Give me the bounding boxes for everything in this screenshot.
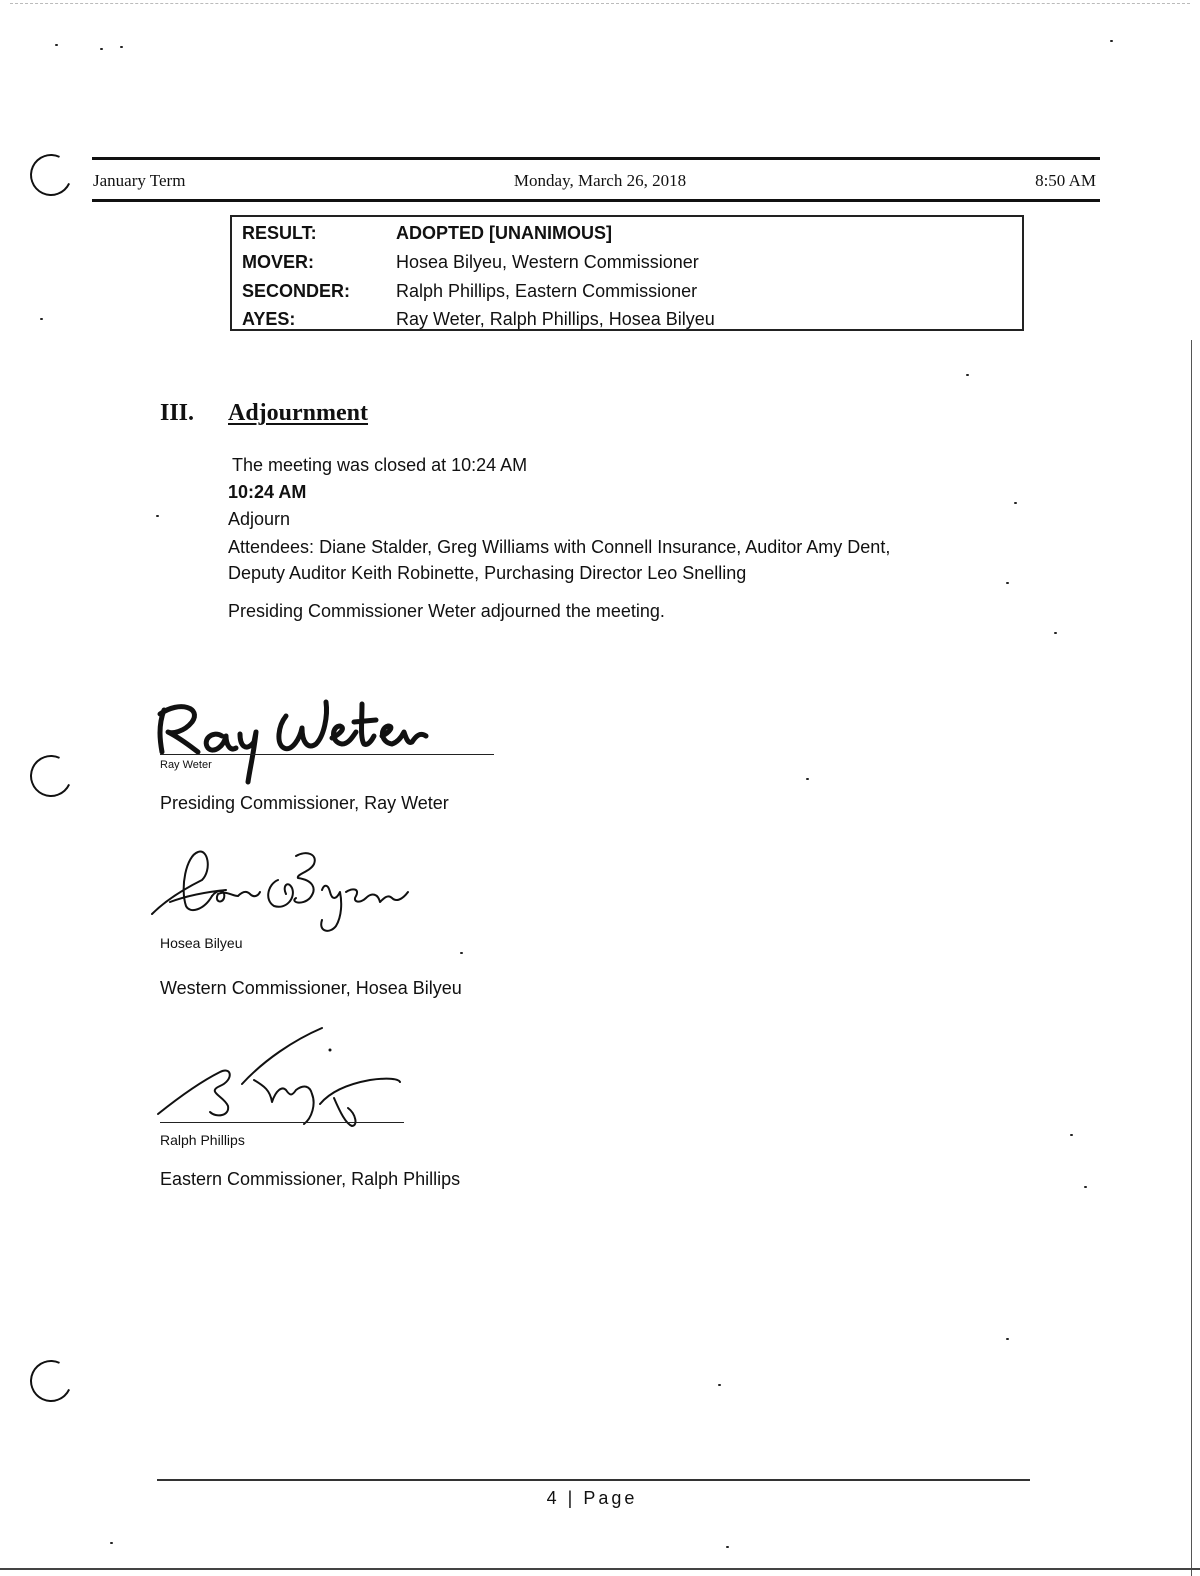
vote-label: RESULT: [242,223,317,243]
punch-hole [24,1354,78,1408]
vote-value: Hosea Bilyeu, Western Commissioner [396,252,699,272]
scan-speck [966,374,969,376]
signatory-title: Western Commissioner, Hosea Bilyeu [160,978,462,998]
vote-label: AYES: [242,309,296,329]
signed-name: Ray Weter [160,759,212,771]
scan-speck [726,1546,729,1548]
signed-name: Hosea Bilyeu [160,935,243,951]
scan-speck [40,318,43,320]
vote-value: Ralph Phillips, Eastern Commissioner [396,281,698,301]
scan-speck [460,952,463,954]
scan-speck [1070,1134,1073,1136]
vote-label: MOVER: [242,252,314,272]
scan-edge-line [1191,340,1192,1576]
section-title: Adjournment [228,400,369,426]
scan-speck [1110,40,1113,42]
signature-line [160,754,494,755]
scan-edge-line [10,3,1190,5]
adjournment-statement: Presiding Commissioner Weter adjourned the meeting. [228,601,665,621]
vote-result-table [230,215,1024,331]
scan-speck [156,515,159,517]
vote-value: ADOPTED [UNANIMOUS] [396,223,612,243]
footer-rule [157,1479,1030,1481]
header-term: January Term [93,171,186,190]
scan-speck [806,778,809,780]
signature-line [160,1122,404,1123]
signatory-title: Eastern Commissioner, Ralph Phillips [160,1169,461,1189]
scan-speck [120,46,123,48]
signature-ralph-phillips [154,1020,414,1130]
vote-value: Ray Weter, Ralph Phillips, Hosea Bilyeu [396,309,715,329]
attendees-line: Deputy Auditor Keith Robinette, Purchasing Director Leo Snelling [228,563,747,583]
header-date: Monday, March 26, 2018 [513,171,687,190]
scan-speck [1014,502,1017,504]
agenda-time: 10:24 AM [228,482,307,502]
scan-speck [718,1384,721,1386]
agenda-item: Adjourn [228,509,291,529]
page-number: 4 | Page [546,1488,638,1508]
header-rule [92,157,1100,160]
scan-speck [55,44,58,46]
closing-statement: The meeting was closed at 10:24 AM [232,455,528,475]
signature-ray-weter [150,686,450,786]
scan-speck [1084,1186,1087,1188]
vote-label: SECONDER: [242,281,351,301]
scan-speck [110,1542,113,1544]
scan-speck [1006,582,1009,584]
signatory-title: Presiding Commissioner, Ray Weter [160,793,449,813]
scan-speck [100,48,103,50]
header-time: 8:50 AM [1035,171,1096,190]
punch-hole [24,749,78,803]
section-number: III. [160,400,195,426]
scan-speck [1006,1338,1009,1340]
scan-edge-line [0,1568,1200,1570]
signed-name: Ralph Phillips [160,1132,245,1148]
header-rule [92,199,1100,202]
attendees-line: Attendees: Diane Stalder, Greg Williams with Connell Insurance, Auditor Amy Dent, [228,537,891,557]
scan-speck [1054,632,1057,634]
